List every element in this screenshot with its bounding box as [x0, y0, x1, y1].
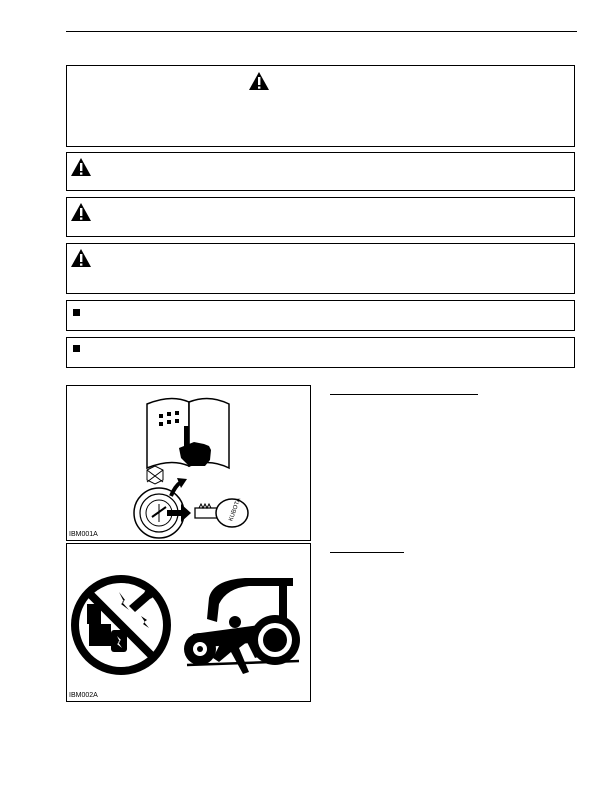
square-bullet-icon: [73, 309, 80, 316]
square-bullet-icon: [73, 345, 80, 352]
danger-box: [66, 152, 575, 191]
figure-caption: IBM001A: [69, 531, 98, 538]
warning-triangle-icon: [70, 202, 92, 222]
figure-ibm001a-art: [67, 386, 312, 542]
important-box: [66, 300, 575, 331]
svg-text:KUBOTA: KUBOTA: [228, 497, 243, 523]
operator-manual-icon: [147, 398, 229, 468]
figure-ibm002a-art: [67, 544, 312, 703]
figure-ibm001a: [66, 385, 311, 541]
section-heading-rule: [330, 394, 478, 395]
caution-box: [66, 243, 575, 294]
warning-triangle-icon: [70, 248, 92, 268]
header-rule: [66, 31, 577, 32]
tractor-runover-icon: [184, 578, 300, 674]
note-box: [66, 337, 575, 368]
section-heading-rule: [330, 552, 404, 553]
key-switch-stop-icon: [134, 466, 248, 538]
warning-triangle-icon: [248, 71, 270, 91]
warning-triangle-icon: [70, 157, 92, 177]
figure-ibm002a: [66, 543, 311, 702]
warning-box: [66, 197, 575, 237]
no-sparks-battery-icon: [71, 575, 171, 675]
figure-caption: IBM002A: [69, 692, 98, 699]
safety-alert-box: [66, 65, 575, 147]
